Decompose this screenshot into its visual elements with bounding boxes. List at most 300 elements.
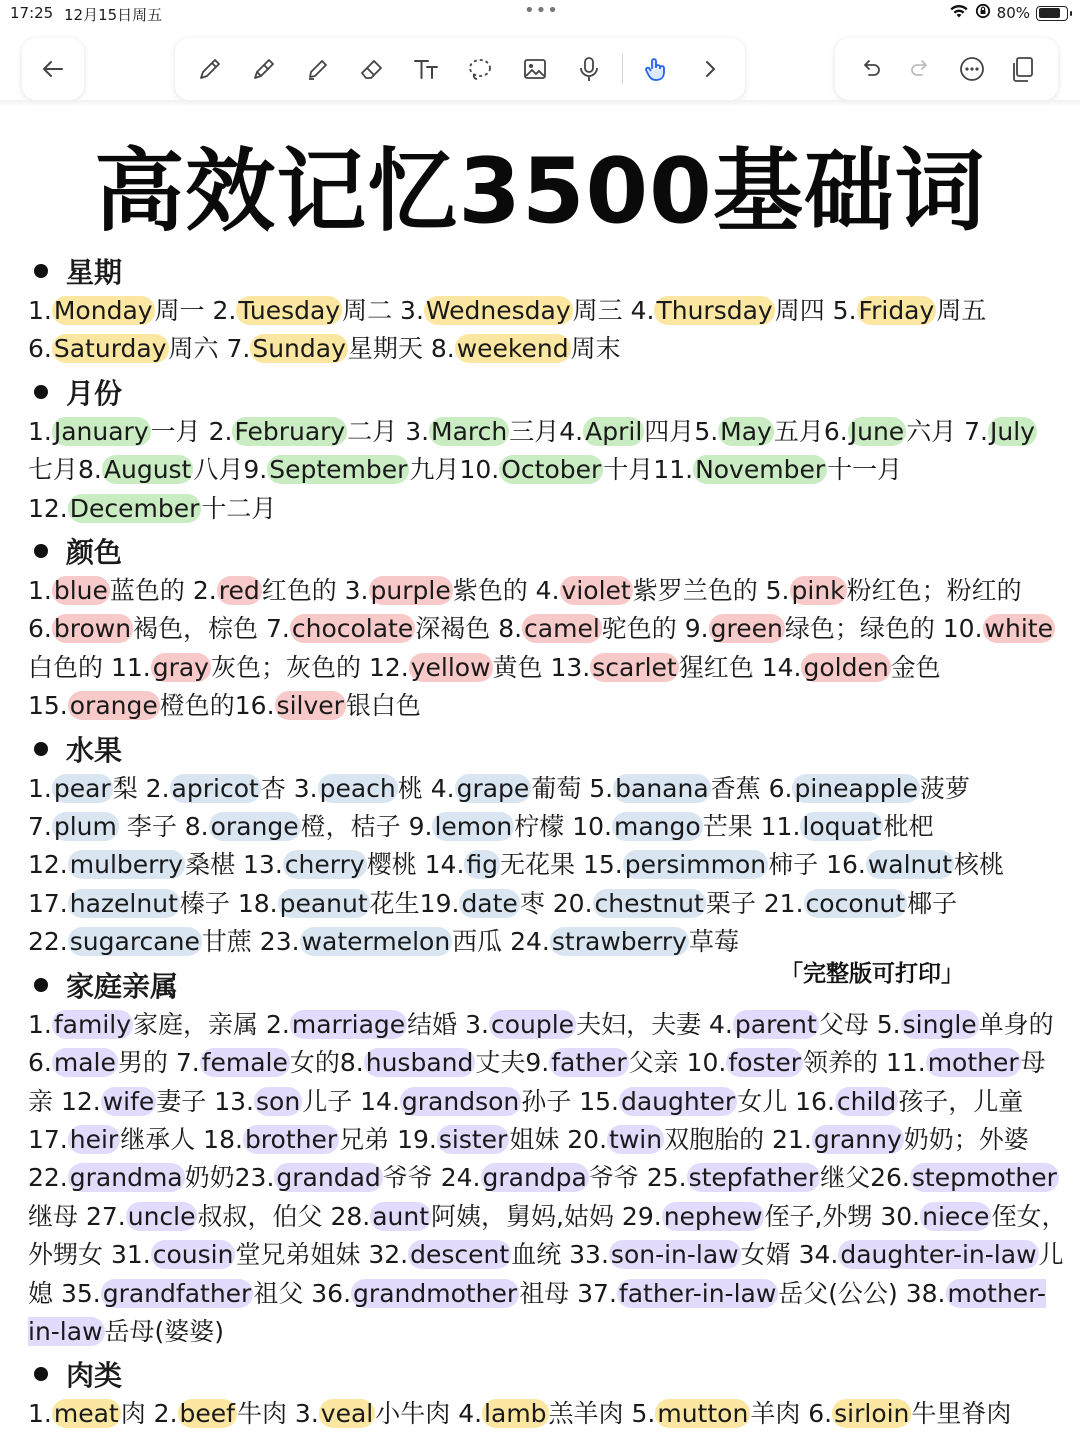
wifi-icon	[949, 3, 969, 23]
english-word: wife	[102, 1086, 155, 1116]
entry-number: 2.	[145, 773, 170, 803]
english-word: aunt	[372, 1201, 430, 1231]
english-word: pineapple	[794, 773, 918, 803]
english-word: hazelnut	[69, 888, 178, 918]
entry-number: 1.	[28, 1399, 52, 1429]
chinese-meaning: 牛肉	[236, 1399, 295, 1429]
entry-number: 11.	[653, 455, 694, 485]
multitasking-dots-icon[interactable]: •••	[524, 0, 559, 21]
english-word: Saturday	[53, 334, 167, 364]
entry-number: 2.	[265, 1009, 290, 1039]
bullet-icon	[34, 264, 48, 278]
english-word: parent	[734, 1009, 817, 1039]
entry-number: 27.	[85, 1201, 126, 1231]
entry-number: 3.	[294, 1399, 319, 1429]
entry-number: 3.	[400, 296, 424, 325]
entry-number: 2.	[208, 416, 233, 446]
section-heading-text: 星期	[66, 256, 123, 289]
english-word: stepmother	[911, 1163, 1057, 1193]
drawing-toolbar	[175, 38, 745, 100]
entry-number: 10.	[942, 614, 983, 644]
chinese-meaning: 红色的	[261, 576, 345, 606]
entry-number: 9.	[684, 614, 709, 644]
chinese-meaning: 丈夫	[475, 1048, 526, 1078]
chinese-meaning: 兄弟	[339, 1124, 398, 1154]
chinese-meaning: 一月	[150, 416, 209, 446]
bullet-icon	[34, 385, 48, 399]
english-word: red	[218, 576, 260, 606]
english-word: chestnut	[594, 888, 704, 918]
english-word: grandfather	[102, 1278, 252, 1308]
note-content	[28, 250, 1068, 1436]
image-icon[interactable]	[514, 48, 556, 90]
entry-number: 10.	[686, 1048, 727, 1078]
english-word: daughter	[620, 1086, 736, 1116]
chinese-meaning: 小牛肉	[375, 1399, 459, 1429]
eraser-icon[interactable]	[351, 48, 393, 90]
back-button-group	[22, 38, 84, 100]
english-word: grandson	[401, 1086, 520, 1116]
chinese-meaning: 褐色，棕色	[133, 614, 266, 644]
chinese-meaning: 双胞胎的	[664, 1124, 773, 1154]
chinese-meaning: 侄女，外甥女	[28, 1201, 1067, 1270]
entry-number: 1.	[28, 416, 52, 446]
english-word: plum	[53, 812, 117, 842]
english-word: golden	[803, 652, 889, 682]
english-word: brown	[53, 614, 132, 644]
chinese-meaning: 草莓	[688, 927, 739, 957]
entry-number: 2.	[212, 296, 237, 325]
entry-number: 9.	[243, 455, 268, 485]
entry-number: 19.	[419, 888, 460, 918]
english-word: December	[69, 493, 200, 523]
entry-number: 14.	[360, 1086, 400, 1116]
chinese-meaning: 西瓜	[452, 927, 511, 957]
chinese-meaning: 奶奶；外婆	[903, 1124, 1029, 1154]
english-word: peanut	[279, 888, 368, 918]
section-body	[28, 572, 1068, 726]
back-arrow-icon[interactable]	[32, 48, 74, 90]
entry-number: 5.	[631, 1399, 656, 1429]
english-word: banana	[615, 773, 709, 803]
english-word: green	[710, 614, 783, 644]
english-word: cousin	[152, 1240, 234, 1270]
chinese-meaning: 儿媳	[28, 1240, 1064, 1308]
chinese-meaning: 六月	[906, 416, 965, 446]
entry-number: 10.	[459, 455, 500, 485]
chinese-meaning: 女婿	[740, 1240, 799, 1270]
english-word: Wednesday	[425, 296, 571, 325]
entry-number: 14.	[424, 850, 465, 880]
entry-number: 7.	[226, 334, 251, 364]
english-word: lemon	[434, 812, 513, 842]
bullet-icon	[34, 978, 48, 992]
entry-number: 12.	[28, 850, 68, 880]
chinese-meaning: 绿色；绿色的	[784, 614, 943, 644]
entry-number: 16.	[826, 850, 866, 880]
chinese-meaning: 栗子	[705, 888, 764, 918]
bullet-icon	[34, 742, 48, 756]
chinese-meaning: 周五	[936, 296, 987, 325]
chinese-meaning: 周四	[774, 296, 833, 325]
entry-number: 18.	[237, 888, 278, 918]
chinese-meaning: 父亲	[628, 1048, 687, 1078]
entry-number: 13.	[243, 850, 283, 880]
entry-number: 6.	[823, 416, 848, 446]
entry-number: 3.	[344, 576, 369, 606]
chinese-meaning: 柠檬	[514, 812, 573, 842]
chinese-meaning: 三月	[509, 416, 560, 446]
english-word: camel	[524, 614, 600, 644]
chinese-meaning: 橙色的	[159, 691, 235, 721]
english-word: Thursday	[656, 296, 773, 325]
chinese-meaning: 紫罗兰色的	[632, 576, 766, 606]
english-word: September	[269, 455, 408, 485]
highlighter-icon[interactable]	[297, 48, 339, 90]
pencil-icon[interactable]	[243, 48, 285, 90]
microphone-icon[interactable]	[568, 48, 610, 90]
chinese-meaning: 柿子	[768, 850, 827, 880]
entry-number: 16.	[795, 1086, 835, 1116]
english-word: grandpa	[482, 1163, 587, 1193]
chinese-meaning: 无花果	[500, 850, 583, 880]
english-word: sugarcane	[69, 927, 200, 957]
chinese-meaning: 桑椹	[185, 850, 244, 880]
entry-number: 21.	[763, 888, 804, 918]
entry-number: 23.	[234, 1163, 275, 1193]
chinese-meaning: 周三	[572, 296, 631, 325]
chinese-meaning: 夫妇，夫妻	[576, 1009, 710, 1039]
entry-number: 12.	[368, 652, 409, 682]
english-word: daughter-in-law	[840, 1240, 1037, 1270]
entry-number: 3.	[465, 1009, 489, 1039]
english-word: white	[984, 614, 1053, 644]
chinese-meaning: 杏	[260, 773, 294, 803]
entry-number: 26.	[870, 1163, 910, 1193]
chinese-meaning: 桃	[397, 773, 431, 803]
english-word: watermelon	[301, 927, 451, 957]
entry-number: 24.	[440, 1163, 481, 1193]
entry-number: 6.	[28, 334, 52, 364]
chevron-right-icon[interactable]	[689, 48, 731, 90]
entry-number: 5.	[876, 1009, 901, 1039]
pages-icon[interactable]	[1002, 48, 1044, 90]
text-tool-icon[interactable]	[405, 48, 447, 90]
chinese-meaning: 侄子,外甥	[764, 1201, 881, 1231]
entry-number: 7.	[964, 416, 988, 446]
entry-number: 1.	[28, 773, 52, 803]
entry-number: 36.	[311, 1278, 352, 1308]
chinese-meaning: 祖母	[519, 1278, 578, 1308]
entry-number: 16.	[234, 691, 275, 721]
english-word: Monday	[53, 296, 153, 325]
section-heading-text: 肉类	[66, 1359, 123, 1393]
english-word: couple	[490, 1009, 575, 1039]
pen-icon[interactable]	[189, 48, 231, 90]
english-word: child	[836, 1086, 897, 1116]
entry-number: 22.	[28, 927, 68, 957]
entry-number: 3.	[405, 416, 430, 446]
english-word: nephew	[663, 1201, 763, 1231]
entry-number: 8.	[184, 812, 209, 842]
undo-icon[interactable]	[849, 48, 891, 90]
entry-number: 4.	[535, 576, 560, 606]
chinese-meaning: 孙子	[521, 1086, 580, 1116]
orientation-lock-icon	[975, 3, 991, 23]
chinese-meaning: 单身的	[978, 1009, 1054, 1039]
entry-number: 4.	[630, 296, 655, 325]
english-word: lamb	[484, 1399, 547, 1429]
chinese-meaning: 甘蔗	[201, 927, 260, 957]
chinese-meaning: 五月	[773, 416, 824, 446]
action-toolbar	[835, 38, 1058, 100]
english-word: silver	[276, 691, 344, 721]
entry-number: 4.	[430, 773, 455, 803]
english-word: sirloin	[834, 1399, 910, 1429]
chinese-meaning: 橙，桔子	[300, 812, 409, 842]
chinese-meaning: 八月	[193, 455, 244, 485]
english-word: strawberry	[551, 927, 687, 957]
chinese-meaning: 女儿	[737, 1086, 796, 1116]
chinese-meaning: 黄色	[492, 652, 551, 682]
english-word: stepfather	[688, 1163, 819, 1193]
entry-number: 6.	[28, 1048, 52, 1078]
chinese-meaning: 二月	[347, 416, 406, 446]
english-word: April	[585, 416, 643, 446]
entry-number: 11.	[110, 652, 151, 682]
chinese-meaning: 周末	[570, 334, 621, 364]
status-bar	[0, 0, 1080, 28]
chinese-meaning: 菠萝	[919, 773, 970, 803]
entry-number: 4.	[458, 1399, 483, 1429]
entry-number: 1.	[28, 576, 52, 606]
entry-number: 5.	[832, 296, 857, 325]
english-word: walnut	[867, 850, 953, 880]
entry-number: 11.	[760, 812, 801, 842]
touch-hand-icon[interactable]	[635, 48, 677, 90]
entry-number: 5.	[765, 576, 790, 606]
section-body	[28, 1395, 1068, 1433]
chinese-meaning: 星期天	[347, 334, 431, 364]
english-word: pink	[791, 576, 845, 606]
print-note: 「完整版可打印」	[780, 961, 964, 987]
toolbar-separator	[622, 54, 623, 84]
section-body	[28, 413, 1068, 528]
section-heading-text: 月份	[66, 376, 123, 410]
entry-number: 28.	[330, 1201, 371, 1231]
chinese-meaning: 阿姨，舅妈,姑妈	[431, 1201, 622, 1231]
english-word: cherry	[284, 850, 365, 880]
entry-number: 15.	[28, 691, 68, 721]
chinese-meaning: 枣	[519, 888, 553, 918]
english-word: November	[695, 455, 826, 485]
entry-number: 8.	[339, 1048, 364, 1078]
entry-number: 32.	[368, 1240, 409, 1270]
entry-number: 29.	[621, 1201, 662, 1231]
entry-number: 7.	[266, 614, 290, 644]
english-word: mother-in-law	[28, 1278, 1046, 1346]
chinese-meaning: 椰子	[907, 888, 958, 918]
english-word: uncle	[127, 1201, 196, 1231]
section-heading-text: 水果	[66, 733, 123, 767]
english-word: fig	[466, 850, 499, 880]
entry-number: 33.	[569, 1240, 609, 1270]
english-word: yellow	[410, 652, 491, 682]
english-word: August	[103, 455, 192, 485]
english-word: veal	[320, 1399, 374, 1429]
chinese-meaning: 孩子，儿童	[898, 1086, 1024, 1116]
english-word: grape	[456, 773, 530, 803]
chinese-meaning: 粉红色；粉红的	[846, 576, 1022, 606]
entry-number: 9.	[408, 812, 433, 842]
english-word: beef	[179, 1399, 235, 1429]
section-heading	[28, 371, 1068, 413]
english-word: mutton	[657, 1399, 749, 1429]
entry-number: 13.	[550, 652, 591, 682]
entry-number: 8.	[78, 455, 102, 485]
lasso-icon[interactable]	[459, 48, 501, 90]
chinese-meaning: 岳父(公公)	[778, 1278, 906, 1308]
entry-number: 3.	[293, 773, 318, 803]
english-word: date	[461, 888, 518, 918]
chinese-meaning: 榛子	[179, 888, 238, 918]
chinese-meaning: 十一月	[827, 455, 903, 485]
chinese-meaning: 银白色	[345, 691, 421, 721]
chinese-meaning: 梨	[112, 773, 146, 803]
english-word: grandad	[276, 1163, 381, 1193]
more-icon[interactable]	[951, 48, 993, 90]
entry-number: 2.	[153, 1399, 178, 1429]
english-word: mother	[927, 1048, 1019, 1078]
english-word: twin	[609, 1124, 663, 1154]
english-word: March	[431, 416, 508, 446]
entry-number: 22.	[28, 1163, 68, 1193]
entry-number: 34.	[798, 1240, 839, 1270]
english-word: orange	[210, 812, 299, 842]
english-word: marriage	[291, 1009, 406, 1039]
english-word: heir	[69, 1124, 119, 1154]
chinese-meaning: 四月	[644, 416, 695, 446]
english-word: descent	[410, 1240, 510, 1270]
chinese-meaning: 女的	[289, 1048, 340, 1078]
chinese-meaning: 母亲	[28, 1048, 1046, 1116]
chinese-meaning: 血统	[511, 1240, 570, 1270]
page-title: 高效记忆3500基础词	[94, 139, 986, 244]
english-word: mango	[614, 812, 701, 842]
english-word: grandmother	[353, 1278, 518, 1308]
chinese-meaning: 爷爷	[382, 1163, 441, 1193]
entry-number: 18.	[203, 1124, 243, 1154]
english-word: mulberry	[69, 850, 184, 880]
english-word: February	[234, 416, 346, 446]
chinese-meaning: 肉	[120, 1399, 154, 1429]
english-word: female	[201, 1048, 288, 1078]
section-body	[28, 1006, 1068, 1352]
entry-number: 1.	[28, 1009, 52, 1039]
section-heading	[28, 728, 1068, 770]
section-heading	[28, 530, 1068, 572]
english-word: coconut	[805, 888, 906, 918]
english-word: gray	[152, 652, 209, 682]
status-right	[949, 3, 1068, 23]
english-word: Friday	[858, 296, 935, 325]
english-word: Sunday	[252, 334, 346, 364]
english-word: weekend	[456, 334, 569, 364]
entry-number: 30.	[880, 1201, 921, 1231]
chinese-meaning: 领养的	[802, 1048, 886, 1078]
entry-number: 23.	[259, 927, 300, 957]
bullet-icon	[34, 1367, 48, 1381]
entry-number: 5.	[694, 416, 719, 446]
english-word: June	[849, 416, 905, 446]
entry-number: 7.	[28, 812, 52, 842]
chinese-meaning: 男的	[117, 1048, 176, 1078]
entry-number: 4.	[709, 1009, 733, 1039]
english-word: orange	[69, 691, 158, 721]
status-date: 12月15日周五	[64, 6, 163, 24]
english-word: loquat	[802, 812, 882, 842]
entry-number: 10.	[572, 812, 612, 842]
english-word: scarlet	[592, 652, 677, 682]
entry-number: 11.	[885, 1048, 926, 1078]
redo-icon[interactable]	[900, 48, 942, 90]
english-word: father	[551, 1048, 627, 1078]
entry-number: 35.	[60, 1278, 101, 1308]
english-word: son	[256, 1086, 301, 1116]
chinese-meaning: 枇杷	[883, 812, 934, 842]
entry-number: 6.	[768, 773, 793, 803]
english-word: peach	[319, 773, 396, 803]
english-word: blue	[53, 576, 108, 606]
chinese-meaning: 香蕉	[710, 773, 769, 803]
entry-number: 20.	[567, 1124, 608, 1154]
entry-number: 7.	[175, 1048, 200, 1078]
chinese-meaning: 蓝色的	[109, 576, 193, 606]
entry-number: 38.	[905, 1278, 946, 1308]
chinese-meaning: 金色	[890, 652, 941, 682]
chinese-meaning: 继母	[28, 1201, 86, 1231]
entry-number: 5.	[589, 773, 614, 803]
entry-number: 4.	[559, 416, 584, 446]
chinese-meaning: 周二	[342, 296, 401, 325]
chinese-meaning: 芒果	[702, 812, 761, 842]
entry-number: 6.	[28, 614, 52, 644]
chinese-meaning: 家庭，亲属	[133, 1009, 266, 1039]
english-word: male	[53, 1048, 116, 1078]
chinese-meaning: 猩红色	[678, 652, 762, 682]
entry-number: 8.	[498, 614, 523, 644]
english-word: brother	[244, 1124, 338, 1154]
chinese-meaning: 继承人	[120, 1124, 204, 1154]
english-word: purple	[370, 576, 451, 606]
english-word: son-in-law	[610, 1240, 739, 1270]
entry-number: 24.	[510, 927, 550, 957]
english-word: July	[990, 416, 1035, 446]
chinese-meaning: 周一	[154, 296, 213, 325]
entry-number: 21.	[772, 1124, 812, 1154]
chinese-meaning: 羔羊肉	[548, 1399, 632, 1429]
entry-number: 13.	[214, 1086, 255, 1116]
chinese-meaning: 深褐色	[415, 614, 499, 644]
entry-number: 12.	[60, 1086, 101, 1116]
chinese-meaning: 周六	[168, 334, 227, 364]
chinese-meaning: 十二月	[201, 493, 277, 523]
entry-number: 6.	[808, 1399, 833, 1429]
entry-number: 8.	[430, 334, 455, 364]
chinese-meaning: 羊肉	[750, 1399, 809, 1429]
chinese-meaning: 十月	[603, 455, 654, 485]
entry-number: 15.	[579, 1086, 619, 1116]
